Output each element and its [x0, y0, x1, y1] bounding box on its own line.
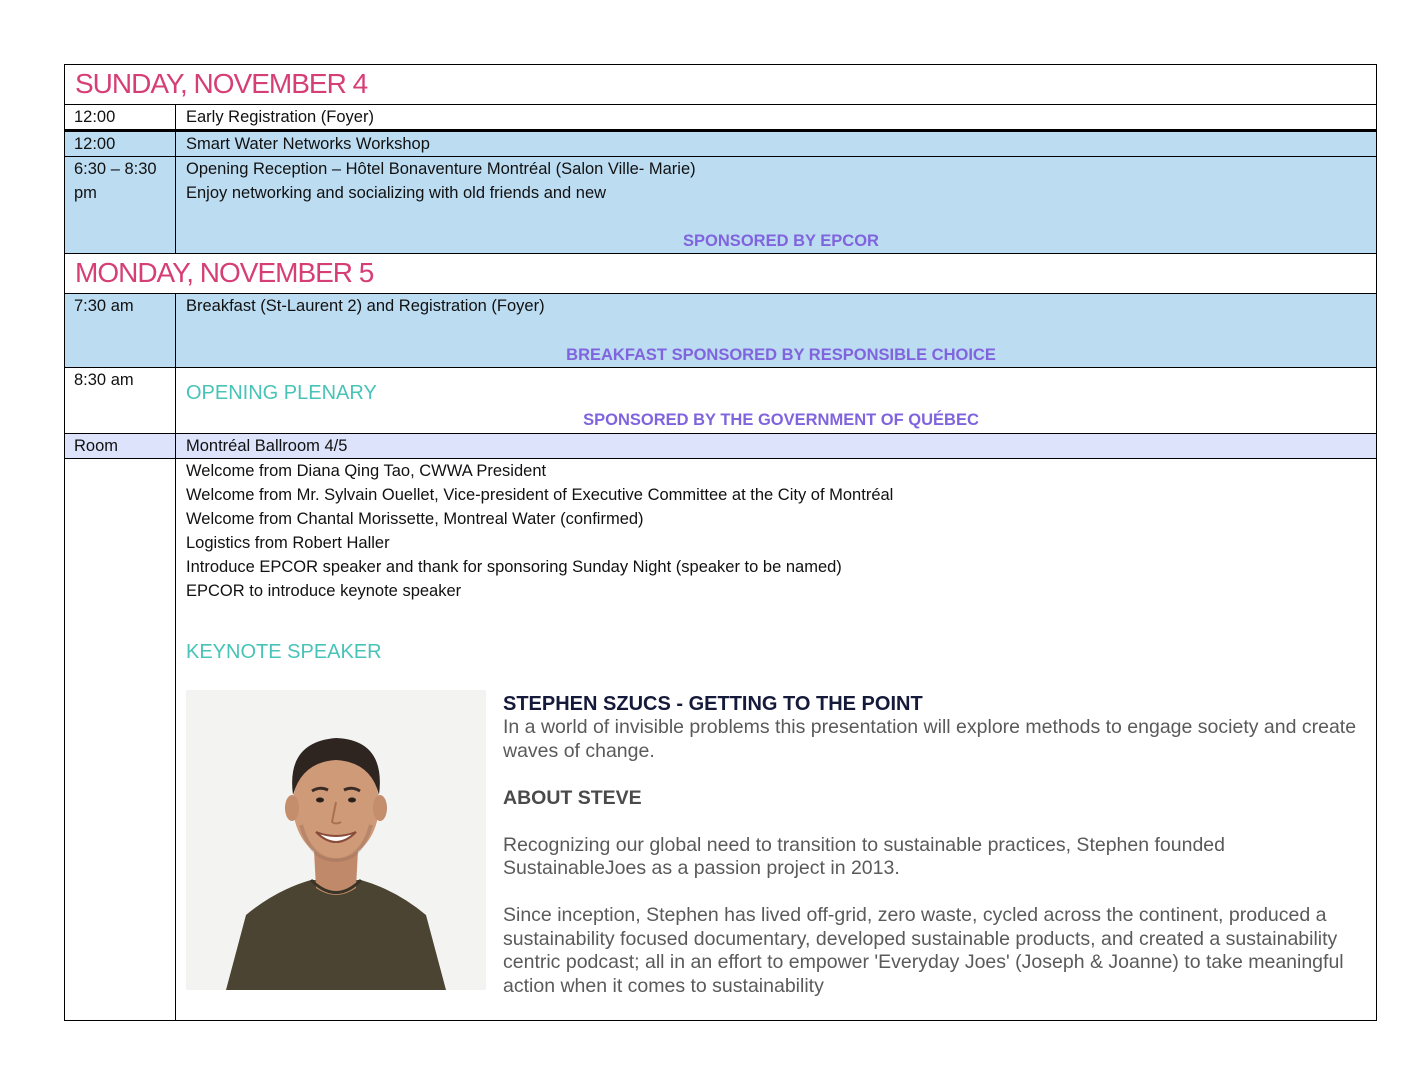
keynote-block — [186, 690, 1376, 1010]
program-item: EPCOR to introduce keynote speaker — [186, 582, 462, 600]
program-item: Logistics from Robert Haller — [186, 534, 390, 552]
speaker-portrait-illustration — [186, 690, 486, 990]
program-row — [65, 459, 1377, 1021]
room-row — [65, 434, 1377, 459]
desc-cell: Opening Reception – Hôtel Bonaventure Montréal (Salon Ville- Marie) — [186, 160, 696, 178]
schedule-row — [65, 131, 1377, 157]
desc-detail: Enjoy networking and socializing with old friends and new — [186, 184, 607, 202]
about-heading: ABOUT STEVE — [503, 786, 642, 809]
program-item: Introduce EPCOR speaker and thank for sponsoring Sunday Night (speaker to be named) — [186, 558, 842, 576]
keynote-title: STEPHEN SZUCS - GETTING TO THE POINT — [503, 693, 923, 715]
day-header-row — [65, 254, 1377, 294]
schedule-row — [65, 294, 1377, 368]
agenda-table — [64, 64, 1377, 1021]
time-cell-suffix: pm — [74, 184, 97, 202]
time-cell: 7:30 am — [74, 297, 134, 315]
day-title: MONDAY, NOVEMBER 5 — [75, 257, 374, 288]
time-cell: 6:30 – 8:30 — [74, 160, 157, 178]
day-header-row — [65, 65, 1377, 105]
schedule-row — [65, 105, 1377, 131]
program-item: Welcome from Diana Qing Tao, CWWA President — [186, 462, 547, 480]
room-label: Room — [74, 437, 119, 455]
keynote-abstract: In a world of invisible problems this presentation will explore methods to engage society and create waves of change. — [503, 716, 1357, 762]
schedule-row — [65, 157, 1377, 254]
time-cell: 12:00 — [74, 108, 116, 126]
time-cell: 8:30 am — [74, 371, 134, 389]
time-cell: 12:00 — [74, 135, 116, 153]
sponsor-note: SPONSORED BY THE GOVERNMENT OF QUÉBEC — [583, 411, 979, 429]
program-item: Welcome from Chantal Morissette, Montreal Water (confirmed) — [186, 510, 644, 528]
day-title: SUNDAY, NOVEMBER 4 — [75, 68, 368, 99]
section-heading: OPENING PLENARY — [186, 382, 377, 404]
section-heading: KEYNOTE SPEAKER — [186, 641, 382, 663]
speaker-bio — [503, 690, 1367, 998]
desc-cell: Early Registration (Foyer) — [186, 108, 374, 126]
bio-paragraph: Recognizing our global need to transition to sustainable practices, Stephen founded SustainableJoes as a passion project in 2013. — [503, 833, 1225, 879]
sponsor-note: SPONSORED BY EPCOR — [683, 232, 879, 250]
schedule-row — [65, 368, 1377, 434]
sponsor-note: BREAKFAST SPONSORED BY RESPONSIBLE CHOICE — [566, 346, 996, 364]
room-value: Montréal Ballroom 4/5 — [186, 437, 348, 455]
bio-paragraph: Since inception, Stephen has lived off-grid, zero waste, cycled across the continent, produced a sustainability focused documentary, developed sustainable products, and created a sustainability centric podcast; all in an effort to empower 'Everyday Joes' (Joseph & Joanne) to take meaningful action when it comes to sustainability — [503, 904, 1344, 997]
desc-cell: Breakfast (St-Laurent 2) and Registration (Foyer) — [186, 297, 545, 315]
desc-cell: Smart Water Networks Workshop — [186, 135, 430, 153]
speaker-photo — [186, 690, 486, 990]
program-item: Welcome from Mr. Sylvain Ouellet, Vice-president of Executive Committee at the City of Montréal — [186, 486, 894, 504]
